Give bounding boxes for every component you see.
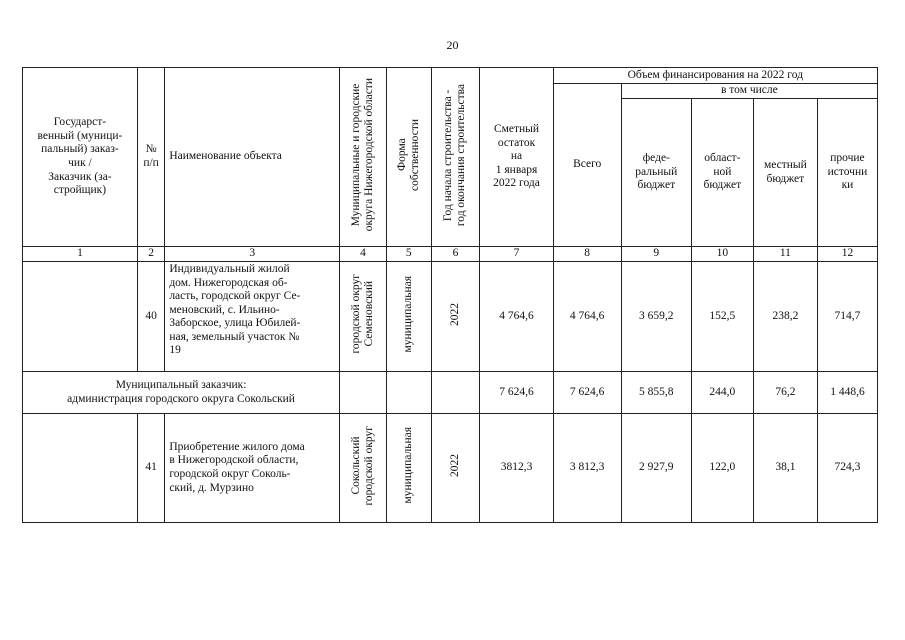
group-empty [386, 372, 431, 414]
header-federal: феде- ральный бюджет [621, 99, 691, 247]
header-local: местный бюджет [753, 99, 817, 247]
header-customer: Государст- венный (муници- пальный) заказ- чик / Заказчик (за- стройщик) [23, 68, 138, 247]
column-number: 5 [386, 247, 431, 262]
local-cell: 76,2 [753, 372, 817, 414]
regional-cell: 122,0 [691, 414, 753, 523]
estimate-cell: 3812,3 [480, 414, 553, 523]
ownership-cell: муниципальная [386, 262, 431, 372]
column-number: 11 [753, 247, 817, 262]
column-number-row [23, 247, 878, 262]
table-row [23, 262, 878, 372]
year-cell: 2022 [431, 414, 480, 523]
column-number: 3 [165, 247, 340, 262]
federal-cell: 5 855,8 [621, 372, 691, 414]
header-other: прочие источни ки [817, 99, 877, 247]
total-cell: 4 764,6 [553, 262, 621, 372]
column-number: 12 [817, 247, 877, 262]
header-total: Всего [553, 84, 621, 247]
column-number: 8 [553, 247, 621, 262]
estimate-cell: 4 764,6 [480, 262, 553, 372]
customer-cell [23, 262, 138, 372]
local-cell: 238,2 [753, 262, 817, 372]
header-financing: Объем финансирования на 2022 год [553, 68, 877, 84]
table-row [23, 414, 878, 523]
district-cell: Сокольский городской округ [340, 414, 387, 523]
regional-cell: 152,5 [691, 262, 753, 372]
regional-cell: 244,0 [691, 372, 753, 414]
column-number: 4 [340, 247, 387, 262]
column-number: 10 [691, 247, 753, 262]
financing-table [22, 67, 878, 523]
page-number: 20 [446, 38, 459, 52]
total-cell: 7 624,6 [553, 372, 621, 414]
group-row [23, 372, 878, 414]
federal-cell: 2 927,9 [621, 414, 691, 523]
header-number: № п/п [137, 68, 164, 247]
header-district: Муниципальные и городские округа Нижегородской области [340, 68, 387, 247]
other-cell: 1 448,6 [817, 372, 877, 414]
object-name: Приобретение жилого дома в Нижегородской области, городской округ Соколь- ский, д. Мурзино [165, 414, 340, 523]
header-estimate: Сметный остаток на 1 января 2022 года [480, 68, 553, 247]
object-name: Индивидуальный жилой дом. Нижегородская об- ласть, городской округ Се- меновский, с. Ильино- Заборское, улица Юбилей- ная, земельный участок № 19 [165, 262, 340, 372]
customer-cell [23, 414, 138, 523]
column-number: 2 [137, 247, 164, 262]
row-number: 41 [137, 414, 164, 523]
local-cell: 38,1 [753, 414, 817, 523]
header-years: Год начала строительства - год окончания строительства [431, 68, 480, 247]
district-cell: городской округ Семеновский [340, 262, 387, 372]
header-regional: област- ной бюджет [691, 99, 753, 247]
column-number: 6 [431, 247, 480, 262]
federal-cell: 3 659,2 [621, 262, 691, 372]
header-including: в том числе [621, 84, 877, 99]
group-empty [431, 372, 480, 414]
other-cell: 724,3 [817, 414, 877, 523]
header-ownership: Форма собственности [386, 68, 431, 247]
group-empty [340, 372, 387, 414]
total-cell: 3 812,3 [553, 414, 621, 523]
ownership-cell: муниципальная [386, 414, 431, 523]
column-number: 7 [480, 247, 553, 262]
header-object-name: Наименование объекта [165, 68, 340, 247]
column-number: 1 [23, 247, 138, 262]
row-number: 40 [137, 262, 164, 372]
estimate-cell: 7 624,6 [480, 372, 553, 414]
year-cell: 2022 [431, 262, 480, 372]
column-number: 9 [621, 247, 691, 262]
group-label: Муниципальный заказчик: администрация городского округа Сокольский [23, 372, 340, 414]
other-cell: 714,7 [817, 262, 877, 372]
